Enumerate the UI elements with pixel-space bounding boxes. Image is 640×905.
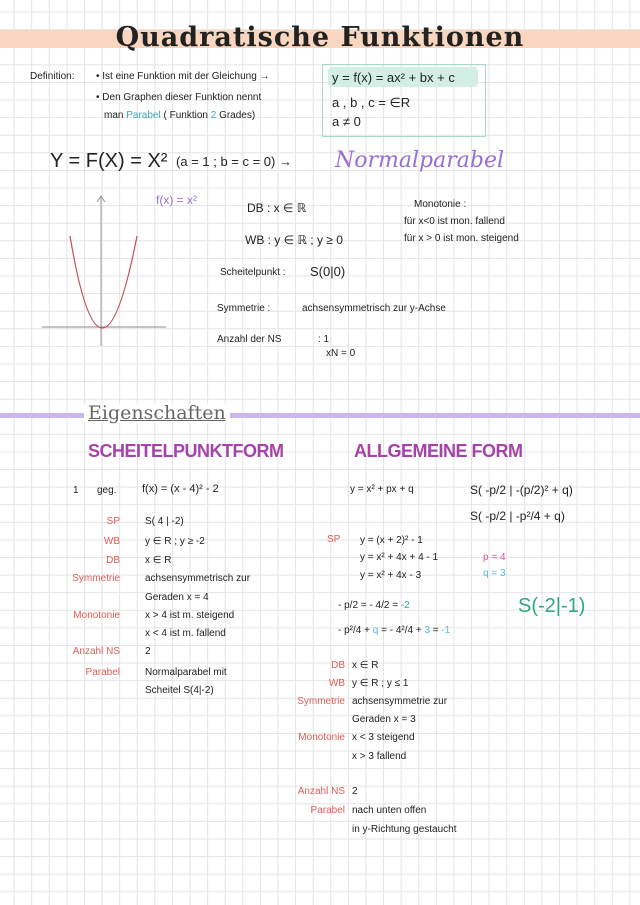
text: -1 xyxy=(441,625,451,636)
row-label: Parabel xyxy=(310,805,345,816)
general-form: y = x² + px + q xyxy=(350,484,414,495)
row-label: DB xyxy=(331,660,345,671)
row-label: Monotonie xyxy=(73,610,120,621)
q-value: q = 3 xyxy=(483,568,506,579)
row-value: y ∈ R ; y ≤ 1 xyxy=(352,678,409,689)
symmetrie-label: Symmetrie : xyxy=(217,303,271,314)
text: q xyxy=(372,625,379,636)
vertex-formula-1: S( -p/2 | -(p/2)² + q) xyxy=(470,483,573,497)
section-title: Eigenschaften xyxy=(84,404,230,423)
definition-label: Definition: xyxy=(30,71,75,82)
text: 3 xyxy=(424,625,431,636)
db: DB : x ∈ ℝ xyxy=(247,201,307,215)
row-value: y ∈ R ; y ≥ -2 xyxy=(145,536,205,547)
sp-line-3: y = x² + 4x - 3 xyxy=(360,570,422,581)
coefficients: a , b , c = ∈R xyxy=(332,95,411,110)
graph-label: f(x) = x² xyxy=(156,193,197,207)
x-n: xN = 0 xyxy=(326,348,356,359)
page-title: Quadratische Funktionen xyxy=(115,22,525,53)
row-label: Monotonie xyxy=(298,732,345,743)
normal-equation: Y = F(X) = X² xyxy=(50,150,168,172)
sp-label: SP xyxy=(327,534,341,545)
row-value: in y-Richtung gestaucht xyxy=(352,824,457,835)
wb: WB : y ∈ ℝ ; y ≥ 0 xyxy=(245,233,343,247)
row-value: x < 3 steigend xyxy=(352,732,415,743)
general-equation: y = f(x) = ax² + bx + c xyxy=(332,70,455,85)
text: - p²/4 + xyxy=(338,625,370,636)
row-label: Parabel xyxy=(85,667,120,678)
ns-value: : 1 xyxy=(318,334,330,345)
row-label: Anzahl NS xyxy=(297,786,345,797)
vertex-formula-2: S( -p/2 | -p²/4 + q) xyxy=(470,509,565,523)
row-value: x < 4 ist m. fallend xyxy=(145,628,226,639)
calc-x xyxy=(338,601,410,611)
row-value: achsensymmetrisch zur xyxy=(145,573,251,584)
row-value: Scheitel S(4|-2) xyxy=(145,685,214,696)
text: 2 xyxy=(210,110,217,121)
scheitelpunkt-label: Scheitelpunkt : xyxy=(220,267,286,278)
condition: a ≠ 0 xyxy=(332,114,361,129)
row-value: x ∈ R xyxy=(352,660,379,671)
row-value: S( 4 | -2) xyxy=(145,516,184,527)
row-value: nach unten offen xyxy=(352,805,427,816)
monotonie-2: für x > 0 ist mon. steigend xyxy=(404,233,519,244)
allgemeine-form-heading: ALLGEMEINE FORM xyxy=(354,441,523,461)
row-label: Anzahl NS xyxy=(72,646,120,657)
row-value: Geraden x = 4 xyxy=(145,592,209,603)
example-number: 1 xyxy=(73,485,79,496)
row-label: WB xyxy=(328,678,345,689)
text: Grades) xyxy=(219,110,256,121)
row-value: achsensymmetrie zur xyxy=(352,696,448,707)
row-value: Normalparabel mit xyxy=(145,667,227,678)
sp-line-2: y = x² + 4x + 4 - 1 xyxy=(360,552,439,563)
row-label: DB xyxy=(106,555,120,566)
monotonie-1: für x<0 ist mon. fallend xyxy=(404,216,505,227)
ns-label: Anzahl der NS xyxy=(217,334,282,345)
text: = - 4²/4 + xyxy=(381,625,422,636)
row-value: x > 4 ist m. steigend xyxy=(145,610,235,621)
row-value: Geraden x = 3 xyxy=(352,714,416,725)
scheitelpunkt-value: S(0|0) xyxy=(310,264,346,279)
given-function: f(x) = (x - 4)² - 2 xyxy=(142,483,219,495)
row-label: Symmetrie xyxy=(72,573,120,584)
text: man xyxy=(104,110,124,121)
vertex-result: S(-2|-1) xyxy=(518,595,586,617)
sp-line-1: y = (x + 2)² - 1 xyxy=(360,535,423,546)
scheitelpunktform-heading: SCHEITELPUNKTFORM xyxy=(88,441,284,461)
text: ( Funktion xyxy=(163,110,208,121)
definition-line-2: • Den Graphen dieser Funktion nennt xyxy=(96,92,262,103)
given-label: geg. xyxy=(97,485,117,496)
normal-params: (a = 1 ; b = c = 0) → xyxy=(176,154,292,169)
row-label: WB xyxy=(103,536,120,547)
p-value: p = 4 xyxy=(483,552,506,563)
monotonie-label: Monotonie : xyxy=(414,199,467,210)
row-value: x ∈ R xyxy=(145,555,172,566)
row-value: 2 xyxy=(352,786,358,797)
text: -2 xyxy=(400,600,410,611)
row-value: 2 xyxy=(145,646,151,657)
calc-y xyxy=(338,626,450,636)
definition-line-1: • Ist eine Funktion mit der Gleichung → xyxy=(96,71,270,82)
row-value: x > 3 fallend xyxy=(352,751,407,762)
row-label: SP xyxy=(106,516,120,527)
parabola-curve xyxy=(70,236,137,328)
text: - p/2 = - 4/2 = xyxy=(338,600,399,611)
normalparabel-title: Normalparabel xyxy=(335,148,504,173)
parabel-term: Parabel xyxy=(126,110,161,121)
text: = xyxy=(432,625,439,636)
symmetrie-value: achsensymmetrisch zur y-Achse xyxy=(302,303,446,314)
row-label: Symmetrie xyxy=(297,696,345,707)
